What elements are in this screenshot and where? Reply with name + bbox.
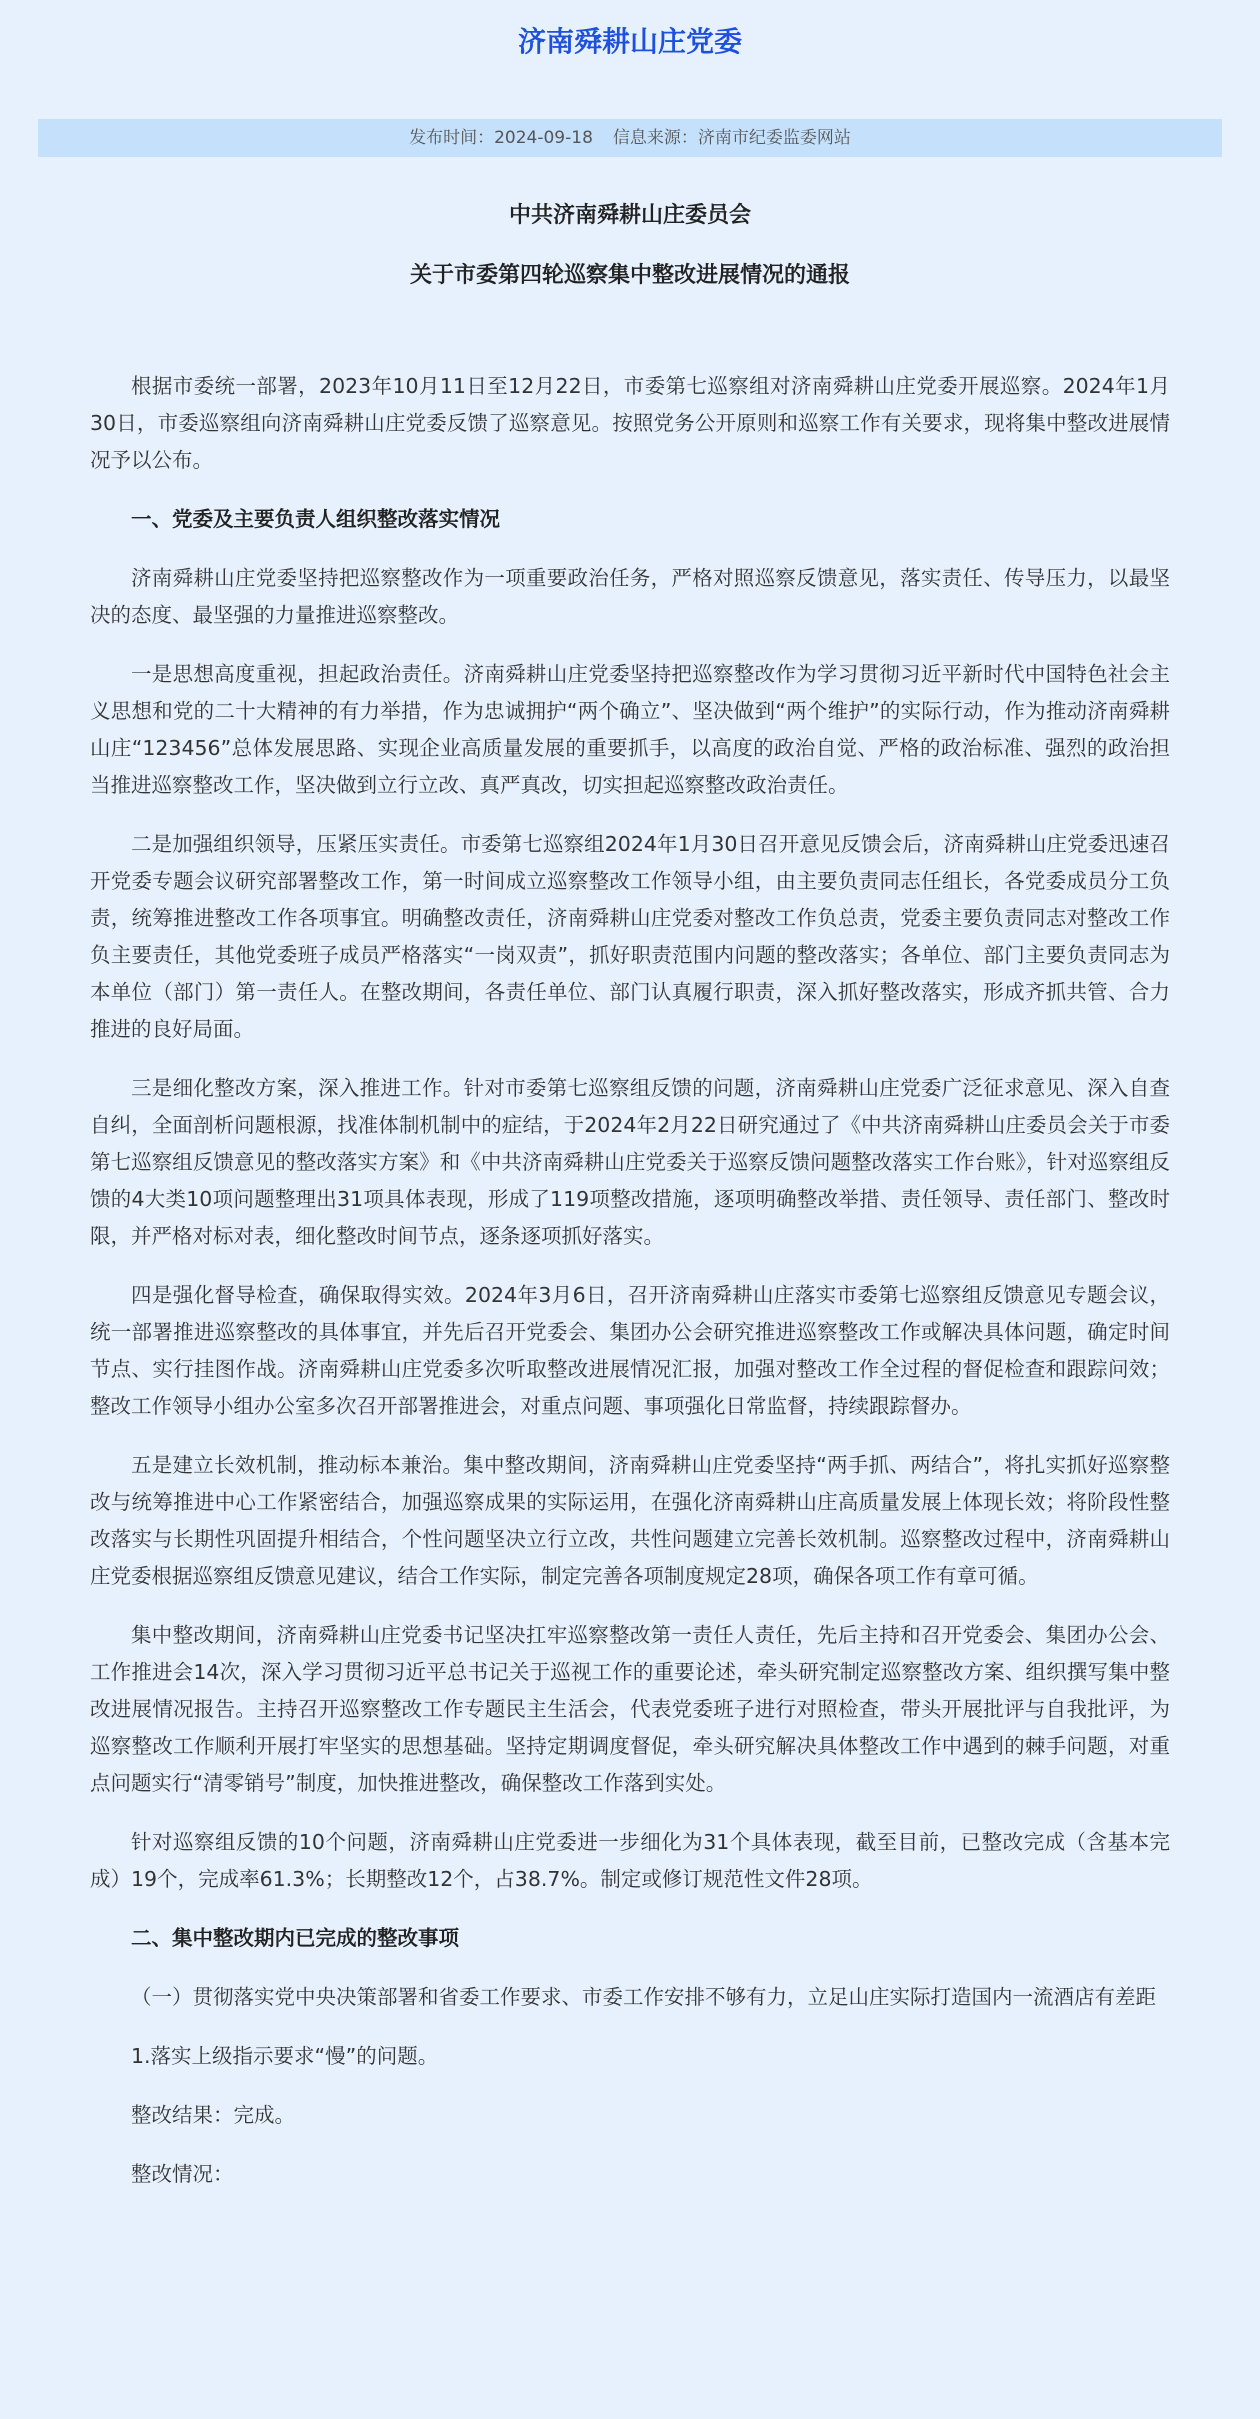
rectification-status-label: 整改情况： [131, 2162, 234, 2186]
site-title[interactable]: 济南舜耕山庄党委 [517, 25, 742, 58]
document-title-line1: 中共济南舜耕山庄委员会 [508, 203, 751, 228]
document-title-line2: 关于市委第四轮巡察集中整改进展情况的通报 [409, 263, 850, 288]
paragraph-summary: 针对巡察组反馈的10个问题，济南舜耕山庄党委进一步细化为31个具体表现，截至目前，已整改完成（含基本完成）19个，完成率61.3%；长期整改12个，占38.7%。制定或修订规范性文件28项。 [90, 1830, 1170, 1891]
publish-time: 发布时间：2024-09-18 [409, 128, 593, 148]
paragraph: 一是思想高度重视，担起政治责任。济南舜耕山庄党委坚持把巡察整改作为学习贯彻习近平新时代中国特色社会主义思想和党的二十大精神的有力举措，作为忠诚拥护“两个确立”、坚决做到“两个维护”的实际行动，作为推动济南舜耕山庄“123456”总体发展思路、实现企业高质量发展的重要抓手，以高度的政治自觉、严格的政治标准、强烈的政治担当推进巡察整改工作，坚决做到立行立改、真严真改，切实担起巡察整改政治责任。 [90, 662, 1170, 797]
paragraph: 五是建立长效机制，推动标本兼治。集中整改期间，济南舜耕山庄党委坚持“两手抓、两结合”，将扎实抓好巡察整改与统筹推进中心工作紧密结合，加强巡察成果的实际运用，在强化济南舜耕山庄高质量发展上体现长效；将阶段性整改落实与长期性巩固提升相结合，个性问题坚决立行立改，共性问题建立完善长效机制。巡察整改过程中，济南舜耕山庄党委根据巡察组反馈意见建议，结合工作实际，制定完善各项制度规定28项，确保各项工作有章可循。 [90, 1453, 1170, 1588]
item-heading: 1.落实上级指示要求“慢”的问题。 [131, 2044, 439, 2068]
article-meta-bar [38, 119, 1222, 157]
section-heading-2: 二、集中整改期内已完成的整改事项 [131, 1926, 459, 1950]
paragraph: 四是强化督导检查，确保取得实效。2024年3月6日，召开济南舜耕山庄落实市委第七巡察组反馈意见专题会议，统一部署推进巡察整改的具体事宜，并先后召开党委会、集团办公会研究推进巡察整改工作或解决具体问题，确定时间节点、实行挂图作战。济南舜耕山庄党委多次听取整改进展情况汇报，加强对整改工作全过程的督促检查和跟踪问效；整改工作领导小组办公室多次召开部署推进会，对重点问题、事项强化日常监督，持续跟踪督办。 [90, 1283, 1170, 1418]
paragraph: 二是加强组织领导，压紧压实责任。市委第七巡察组2024年1月30日召开意见反馈会后，济南舜耕山庄党委迅速召开党委专题会议研究部署整改工作，第一时间成立巡察整改工作领导小组，由主要负责同志任组长，各党委成员分工负责，统筹推进整改工作各项事宜。明确整改责任，济南舜耕山庄党委对整改工作负总责，党委主要负责同志对整改工作负主要责任，其他党委班子成员严格落实“一岗双责”，抓好职责范围内问题的整改落实；各单位、部门主要负责同志为本单位（部门）第一责任人。在整改期间，各责任单位、部门认真履行职责，深入抓好整改落实，形成齐抓共管、合力推进的良好局面。 [90, 832, 1170, 1041]
info-source: 信息来源：济南市纪委监委网站 [612, 128, 851, 148]
paragraph: 三是细化整改方案，深入推进工作。针对市委第七巡察组反馈的问题，济南舜耕山庄党委广泛征求意见、深入自查自纠，全面剖析问题根源，找准体制机制中的症结，于2024年2月22日研究通过了《中共济南舜耕山庄委员会关于市委第七巡察组反馈意见的整改落实方案》和《中共济南舜耕山庄党委关于巡察反馈问题整改落实工作台账》，针对巡察组反馈的4大类10项问题整理出31项具体表现，形成了119项整改措施，逐项明确整改举措、责任领导、责任部门、整改时限，并严格对标对表，细化整改时间节点，逐条逐项抓好落实。 [90, 1076, 1170, 1248]
paragraph: 济南舜耕山庄党委坚持把巡察整改作为一项重要政治任务，严格对照巡察反馈意见，落实责任、传导压力，以最坚决的态度、最坚强的力量推进巡察整改。 [90, 566, 1170, 627]
paragraph-intro: 根据市委统一部署，2023年10月11日至12月22日，市委第七巡察组对济南舜耕山庄党委开展巡察。2024年1月30日，市委巡察组向济南舜耕山庄党委反馈了巡察意见。按照党务公开原则和巡察工作有关要求，现将集中整改进展情况予以公布。 [90, 374, 1170, 472]
article-body [90, 368, 1170, 2215]
paragraph: 集中整改期间，济南舜耕山庄党委书记坚决扛牢巡察整改第一责任人责任，先后主持和召开党委会、集团办公会、工作推进会14次，深入学习贯彻习近平总书记关于巡视工作的重要论述，牵头研究制定巡察整改方案、组织撰写集中整改进展情况报告。主持召开巡察整改工作专题民主生活会，代表党委班子进行对照检查，带头开展批评与自我批评，为巡察整改工作顺利开展打牢坚实的思想基础。坚持定期调度督促，牵头研究解决具体整改工作中遇到的棘手问题，对重点问题实行“清零销号”制度，加快推进整改，确保整改工作落到实处。 [90, 1623, 1170, 1795]
section-heading-1: 一、党委及主要负责人组织整改落实情况 [131, 507, 500, 531]
subsection-heading: （一）贯彻落实党中央决策部署和省委工作要求、市委工作安排不够有力，立足山庄实际打造国内一流酒店有差距 [131, 1985, 1156, 2009]
rectification-result: 整改结果：完成。 [131, 2103, 295, 2127]
